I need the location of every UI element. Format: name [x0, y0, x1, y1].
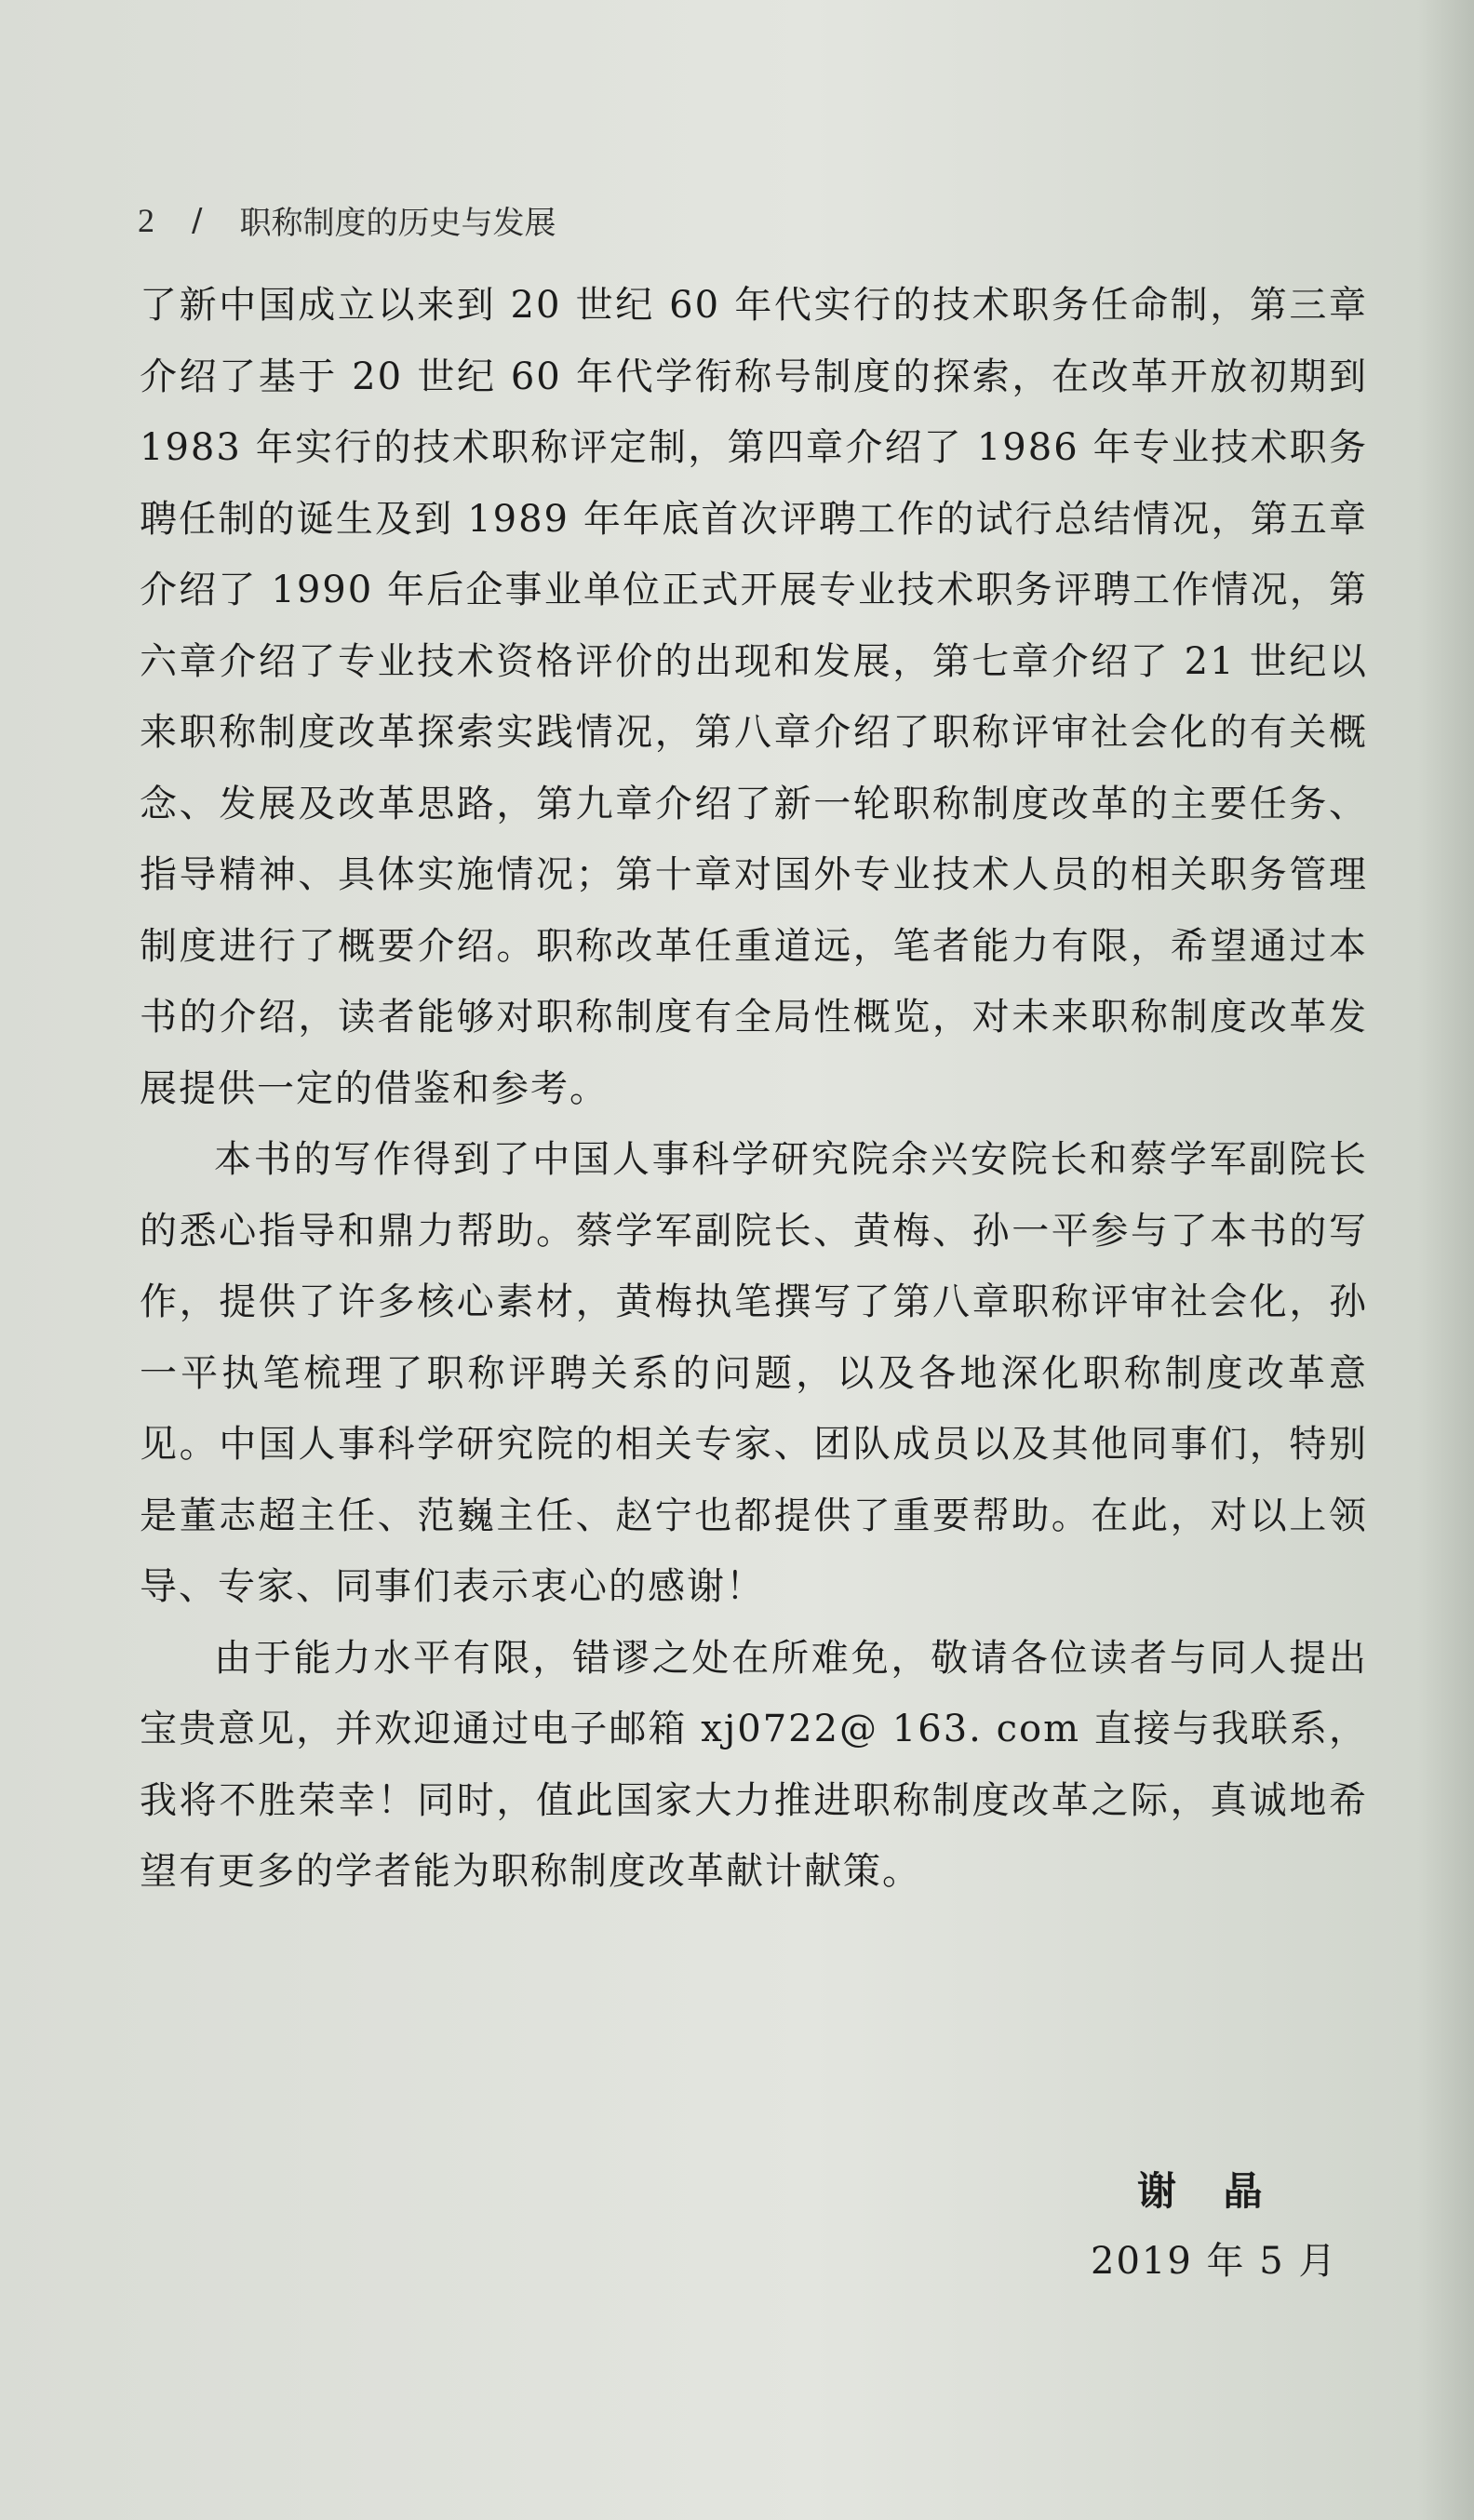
running-header — [138, 197, 556, 243]
paragraph-continued: 了新中国成立以来到 20 世纪 60 年代实行的技术职务任命制，第三章介绍了基于 20 世纪 60 年代学衔称号制度的探索，在改革开放初期到 1983 年实行的技术职称评定制，第四章介绍了 1986 年专业技术职务聘任制的诞生及到 1989 年年底首次评聘工作的试行总结情况，第五章介绍了 1990 年后企事业单位正式开展专业技术职务评聘工作情况，第六章介绍了专业技术资格评价的出现和发展，第七章介绍了 21 世纪以来职称制度改革探索实践情况，第八章介绍了职称评审社会化的有关概念、发展及改革思路，第九章介绍了新一轮职称制度改革的主要任务、指导精神、具体实施情况；第十章对国外专业技术人员的相关职务管理制度进行了概要介绍。职称改革任重道远，笔者能力有限，希望通过本书的介绍，读者能够对职称制度有全局性概览，对未来职称制度改革发展提供一定的借鉴和参考。 — [140, 284, 1368, 1110]
page-edge-shadow — [1418, 0, 1474, 2520]
paragraph-closing: 由于能力水平有限，错谬之处在所难免，敬请各位读者与同人提出宝贵意见，并欢迎通过电子邮箱 xj0722@ 163. com 直接与我联系，我将不胜荣幸！同时，值此国家大力推进职称制度改革之际，真诚地希望有更多的学者能为职称制度改革献计献策。 — [140, 1636, 1368, 1893]
author-signature: 谢 晶 — [1137, 2168, 1280, 2214]
signature-date: 2019 年 5 月 — [1091, 2240, 1338, 2283]
paragraph-acknowledgement: 本书的写作得到了中国人事科学研究院余兴安院长和蔡学军副院长的悉心指导和鼎力帮助。蔡学军副院长、黄梅、孙一平参与了本书的写作，提供了许多核心素材，黄梅执笔撰写了第八章职称评审社会化，孙一平执笔梳理了职称评聘关系的问题，以及各地深化职称制度改革意见。中国人事科学研究院的相关专家、团队成员以及其他同事们，特别是董志超主任、范巍主任、赵宁也都提供了重要帮助。在此，对以上领导、专家、同事们表示衷心的感谢！ — [140, 1138, 1368, 1608]
running-title: 职称制度的历史与发展 — [239, 205, 556, 242]
page-number: 2 — [138, 201, 154, 239]
header-separator: / — [192, 201, 203, 239]
body-text — [140, 270, 1368, 1908]
